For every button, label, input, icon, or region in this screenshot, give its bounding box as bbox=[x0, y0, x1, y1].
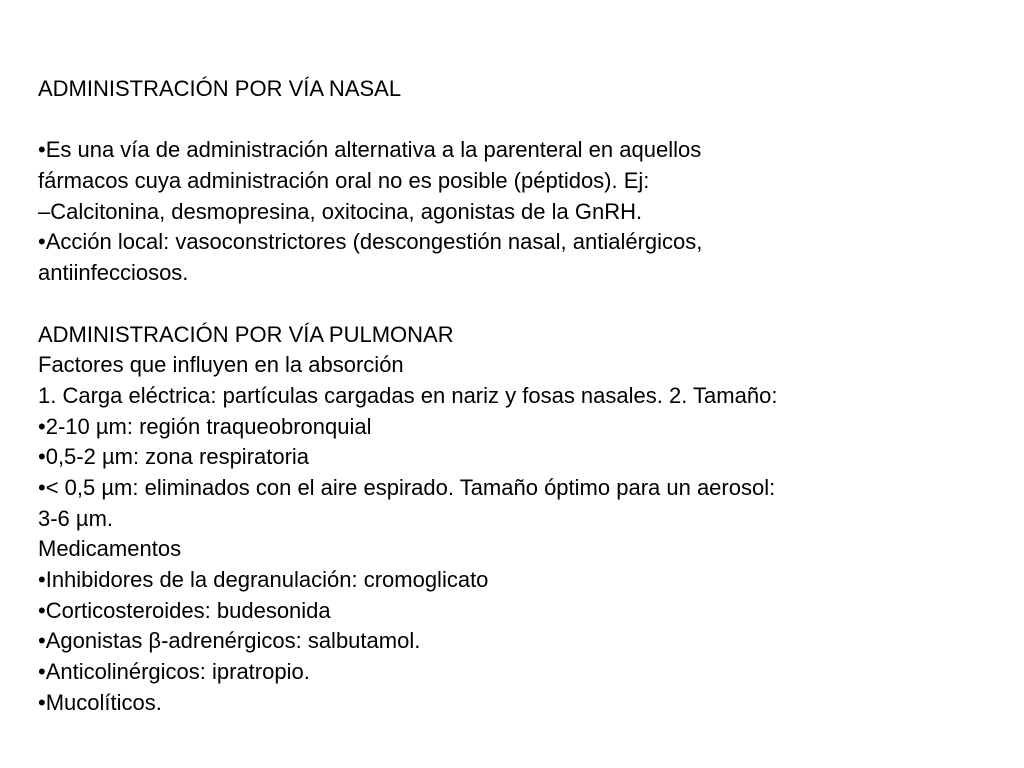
pulmonar-line-1: Factores que influyen en la absorción bbox=[38, 352, 404, 378]
blank-line bbox=[38, 105, 998, 136]
nasal-line-3: –Calcitonina, desmopresina, oxitocina, agonistas de la GnRH. bbox=[38, 198, 643, 224]
nasal-line-2: fármacos cuya administración oral no es posible (péptidos). Ej: bbox=[38, 168, 650, 194]
pulmonar-line-9: •Corticosteroides: budesonida bbox=[38, 597, 331, 623]
pulmonar-line-11: •Anticolinérgicos: ipratropio. bbox=[38, 659, 310, 685]
nasal-line-1: •Es una vía de administración alternativa a la parenteral en aquellos bbox=[38, 137, 702, 163]
pulmonar-line-7: Medicamentos bbox=[38, 536, 182, 562]
pulmonar-line-10: •Agonistas β-adrenérgicos: salbutamol. bbox=[38, 628, 421, 654]
nasal-heading: ADMINISTRACIÓN POR VÍA NASAL bbox=[38, 76, 402, 101]
blank-line bbox=[38, 289, 998, 320]
pulmonar-line-3: •2-10 µm: región traqueobronquial bbox=[38, 413, 372, 439]
pulmonar-heading: ADMINISTRACIÓN POR VÍA PULMONAR bbox=[38, 321, 454, 347]
slide-body bbox=[38, 74, 998, 718]
pulmonar-line-12: •Mucolíticos. bbox=[38, 689, 162, 715]
nasal-line-5: antiinfecciosos. bbox=[38, 260, 189, 286]
pulmonar-line-8: •Inhibidores de la degranulación: cromoglicato bbox=[38, 567, 489, 592]
pulmonar-line-6: 3-6 µm. bbox=[38, 505, 114, 531]
nasal-line-4: •Acción local: vasoconstrictores (descongestión nasal, antialérgicos, bbox=[38, 229, 703, 255]
pulmonar-line-5: •< 0,5 µm: eliminados con el aire espirado. Tamaño óptimo para un aerosol: bbox=[38, 474, 776, 500]
pulmonar-line-2: 1. Carga eléctrica: partículas cargadas en nariz y fosas nasales. 2. Tamaño: bbox=[38, 382, 778, 408]
pulmonar-line-4: •0,5-2 µm: zona respiratoria bbox=[38, 444, 310, 470]
